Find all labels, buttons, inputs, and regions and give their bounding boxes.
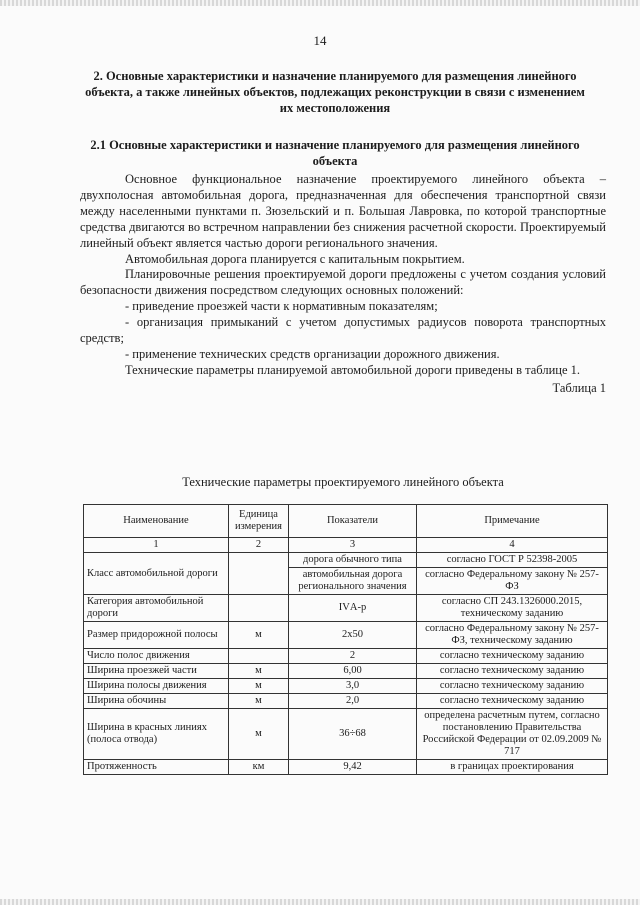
cell-value: 6,00: [289, 664, 417, 679]
cell-unit: м: [229, 679, 289, 694]
table-row: [84, 760, 608, 775]
table-label: Таблица 1: [552, 380, 606, 395]
cell-unit: км: [229, 760, 289, 775]
cell-value: 36÷68: [289, 709, 417, 760]
cell-unit: [229, 553, 289, 595]
column-number: 4: [417, 538, 608, 553]
column-header: Наименование: [84, 505, 229, 538]
cell-value: дорога обычного типа: [289, 553, 417, 568]
paragraph-purpose: Основное функциональное назначение проектируемого линейного объекта – двухполосная автомобильная дорога, предназначенная для обеспечения транспортной связи между населенными пунктами п. Зюзельский и п. Большая Лавровка, по которой транспортные средства двигаются во встречном направлении без снижения расчетной скорости. Проектируемый линейный объект является частью дороги регионального значения.: [80, 172, 606, 250]
cell-note: согласно техническому заданию: [417, 649, 608, 664]
body-text: [80, 172, 606, 397]
column-number: 2: [229, 538, 289, 553]
column-number-row: [84, 538, 608, 553]
table-row: [84, 679, 608, 694]
cell-value: 2,0: [289, 694, 417, 709]
paragraph-surface: Автомобильная дорога планируется с капитальным покрытием.: [125, 251, 465, 266]
table-title: Технические параметры проектируемого линейного объекта: [182, 475, 504, 489]
column-header: Единица измерения: [229, 505, 289, 538]
cell-value: автомобильная дорога регионального значения: [289, 568, 417, 595]
table-row: [84, 553, 608, 568]
cell-note: согласно СП 243.1326000.2015, техническому заданию: [417, 595, 608, 622]
parameters-table: [83, 504, 608, 775]
cell-unit: м: [229, 694, 289, 709]
cell-name: Ширина в красных линиях (полоса отвода): [84, 709, 229, 760]
column-number: 3: [289, 538, 417, 553]
scan-edge-top: [0, 0, 640, 6]
cell-name: Класс автомобильной дороги: [84, 553, 229, 595]
column-header: Показатели: [289, 505, 417, 538]
cell-note: согласно ГОСТ Р 52398-2005: [417, 553, 608, 568]
cell-note: согласно техническому заданию: [417, 679, 608, 694]
cell-name: Размер придорожной полосы: [84, 622, 229, 649]
list-item: - применение технических средств организации дорожного движения.: [125, 346, 500, 361]
cell-name: Протяженность: [84, 760, 229, 775]
table-row: [84, 622, 608, 649]
table-row: [84, 694, 608, 709]
cell-unit: м: [229, 709, 289, 760]
cell-note: определена расчетным путем, согласно постановлению Правительства Российской Федерации от 02.09.2009 № 717: [417, 709, 608, 760]
cell-name: Ширина полосы движения: [84, 679, 229, 694]
cell-name: Категория автомобильной дороги: [84, 595, 229, 622]
cell-unit: м: [229, 664, 289, 679]
cell-value: IVА-р: [289, 595, 417, 622]
cell-unit: [229, 649, 289, 664]
cell-note: согласно техническому заданию: [417, 694, 608, 709]
column-number: 1: [84, 538, 229, 553]
cell-name: Ширина обочины: [84, 694, 229, 709]
cell-note: в границах проектирования: [417, 760, 608, 775]
table-row: [84, 649, 608, 664]
cell-unit: м: [229, 622, 289, 649]
column-header: Примечание: [417, 505, 608, 538]
cell-note: согласно Федеральному закону № 257-ФЗ: [417, 568, 608, 595]
paragraph-planning: Планировочные решения проектируемой дороги предложены с учетом создания условий безопасности движения посредством следующих основных положений:: [80, 267, 606, 298]
list-item: - организация примыканий с учетом допустимых радиусов поворота транспортных средств;: [80, 315, 606, 346]
table-row: [84, 664, 608, 679]
cell-value: 2х50: [289, 622, 417, 649]
cell-value: 2: [289, 649, 417, 664]
paragraph-params: Технические параметры планируемой автомобильной дороги приведены в таблице 1.: [125, 362, 580, 377]
table-row: [84, 595, 608, 622]
table-header-row: [84, 505, 608, 538]
table-row: [84, 709, 608, 760]
cell-unit: [229, 595, 289, 622]
scan-edge-bottom: [0, 899, 640, 905]
cell-note: согласно Федеральному закону № 257-ФЗ, техническому заданию: [417, 622, 608, 649]
cell-value: 9,42: [289, 760, 417, 775]
page-number: 14: [313, 33, 327, 48]
list-item: - приведение проезжей части к нормативным показателям;: [125, 299, 438, 314]
section-2-1-heading: 2.1 Основные характеристики и назначение планируемого для размещения линейного объекта: [90, 138, 580, 168]
cell-name: Ширина проезжей части: [84, 664, 229, 679]
cell-value: 3,0: [289, 679, 417, 694]
section-2-heading: 2. Основные характеристики и назначение планируемого для размещения линейного объекта, а также линейных объектов, подлежащих реконструкции в связи с изменением их местоположения: [85, 69, 585, 115]
cell-name: Число полос движения: [84, 649, 229, 664]
cell-note: согласно техническому заданию: [417, 664, 608, 679]
